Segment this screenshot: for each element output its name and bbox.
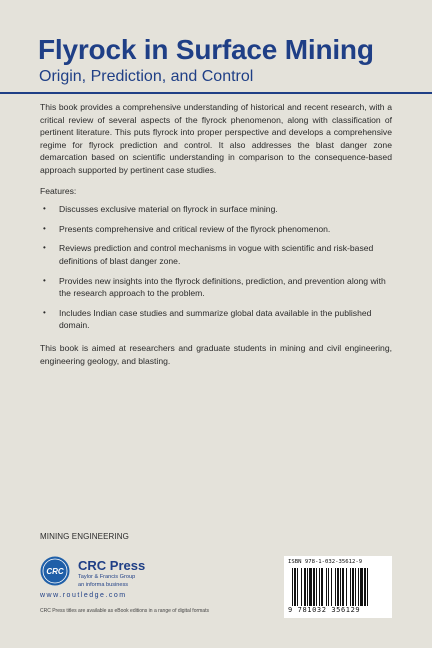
- barcode-bar: [316, 568, 317, 606]
- barcode-bar: [304, 568, 306, 606]
- barcode-icon: [292, 568, 384, 606]
- barcode-bar: [307, 568, 308, 606]
- barcode-bar: [301, 568, 302, 606]
- barcode-bar: [331, 568, 332, 606]
- feature-item: • Provides new insights into the flyrock definitions, prediction, and prevention along with the research approach to the problem.: [43, 275, 386, 299]
- back-cover-text: [40, 101, 392, 367]
- barcode-bar: [342, 568, 344, 606]
- barcode-bar: [309, 568, 312, 606]
- barcode-bar: [355, 568, 356, 606]
- barcode-bar: [326, 568, 327, 606]
- barcode-bar: [319, 568, 320, 606]
- barcode-bar: [364, 568, 366, 606]
- barcode-bar: [358, 568, 359, 606]
- barcode-bar: [340, 568, 341, 606]
- barcode-bar: [294, 568, 296, 606]
- features-label: Features:: [40, 185, 77, 196]
- barcode-bar: [321, 568, 323, 606]
- barcode-bar: [313, 568, 315, 606]
- barcode-bar: [346, 568, 347, 606]
- barcode-bar: [335, 568, 336, 606]
- barcode-bar: [352, 568, 354, 606]
- feature-item: • Presents comprehensive and critical review of the flyrock phenomenon.: [43, 223, 331, 234]
- bullet-icon: •: [43, 307, 46, 317]
- bullet-icon: •: [43, 223, 46, 233]
- barcode-bar: [292, 568, 293, 606]
- book-title: Flyrock in Surface Mining: [38, 34, 374, 65]
- feature-item: • Includes Indian case studies and summarize global data available in the published domain.: [43, 307, 372, 331]
- isbn-label: ISBN 978-1-032-35612-9: [288, 559, 363, 565]
- bullet-icon: •: [43, 275, 46, 285]
- ebook-footnote: CRC Press titles are available as eBook editions in a range of digital formats: [40, 608, 209, 614]
- book-subtitle: Origin, Prediction, and Control: [39, 68, 254, 85]
- publisher-name: CRC Press: [78, 558, 146, 573]
- barcode-bar: [297, 568, 298, 606]
- bullet-icon: •: [43, 243, 46, 253]
- isbn-barcode: [284, 556, 392, 618]
- crc-logo-icon: [40, 556, 70, 586]
- feature-item: • Reviews prediction and control mechanisms in vogue with scientific and risk-based definitions of blast danger zone.: [43, 243, 374, 266]
- barcode-digits: 9 781032 356129: [288, 606, 361, 614]
- publisher-business: an informa business: [78, 582, 129, 588]
- features-list: [40, 203, 392, 332]
- title-divider: [0, 92, 432, 94]
- publisher-group: Taylor & Francis Group: [78, 574, 136, 580]
- closing-paragraph: This book is aimed at researchers and graduate students in mining and civil engineering, engineering geology, and blasting.: [40, 342, 392, 366]
- subject-category: MINING ENGINEERING: [40, 532, 129, 541]
- publisher-website[interactable]: www.routledge.com: [40, 592, 127, 599]
- logo-text: CRC: [46, 567, 64, 576]
- barcode-bar: [367, 568, 368, 606]
- description-paragraph: This book provides a comprehensive understanding of historical and recent research, with a critical review of several aspects of the flyrock phenomenon, along with classification of pertinent literature. This puts flyrock into proper perspective and develops a comprehensive regime for flyrock prediction and control. It also addresses the blast danger zone demarcation based on scientific understanding in comparison to the consequence-based approach supported by pertinent case studies.: [40, 102, 392, 175]
- barcode-bar: [337, 568, 339, 606]
- barcode-bar: [328, 568, 329, 606]
- barcode-bar: [350, 568, 351, 606]
- bullet-icon: •: [43, 204, 46, 214]
- barcode-bar: [360, 568, 363, 606]
- feature-item: • Discusses exclusive material on flyrock in surface mining.: [43, 204, 278, 215]
